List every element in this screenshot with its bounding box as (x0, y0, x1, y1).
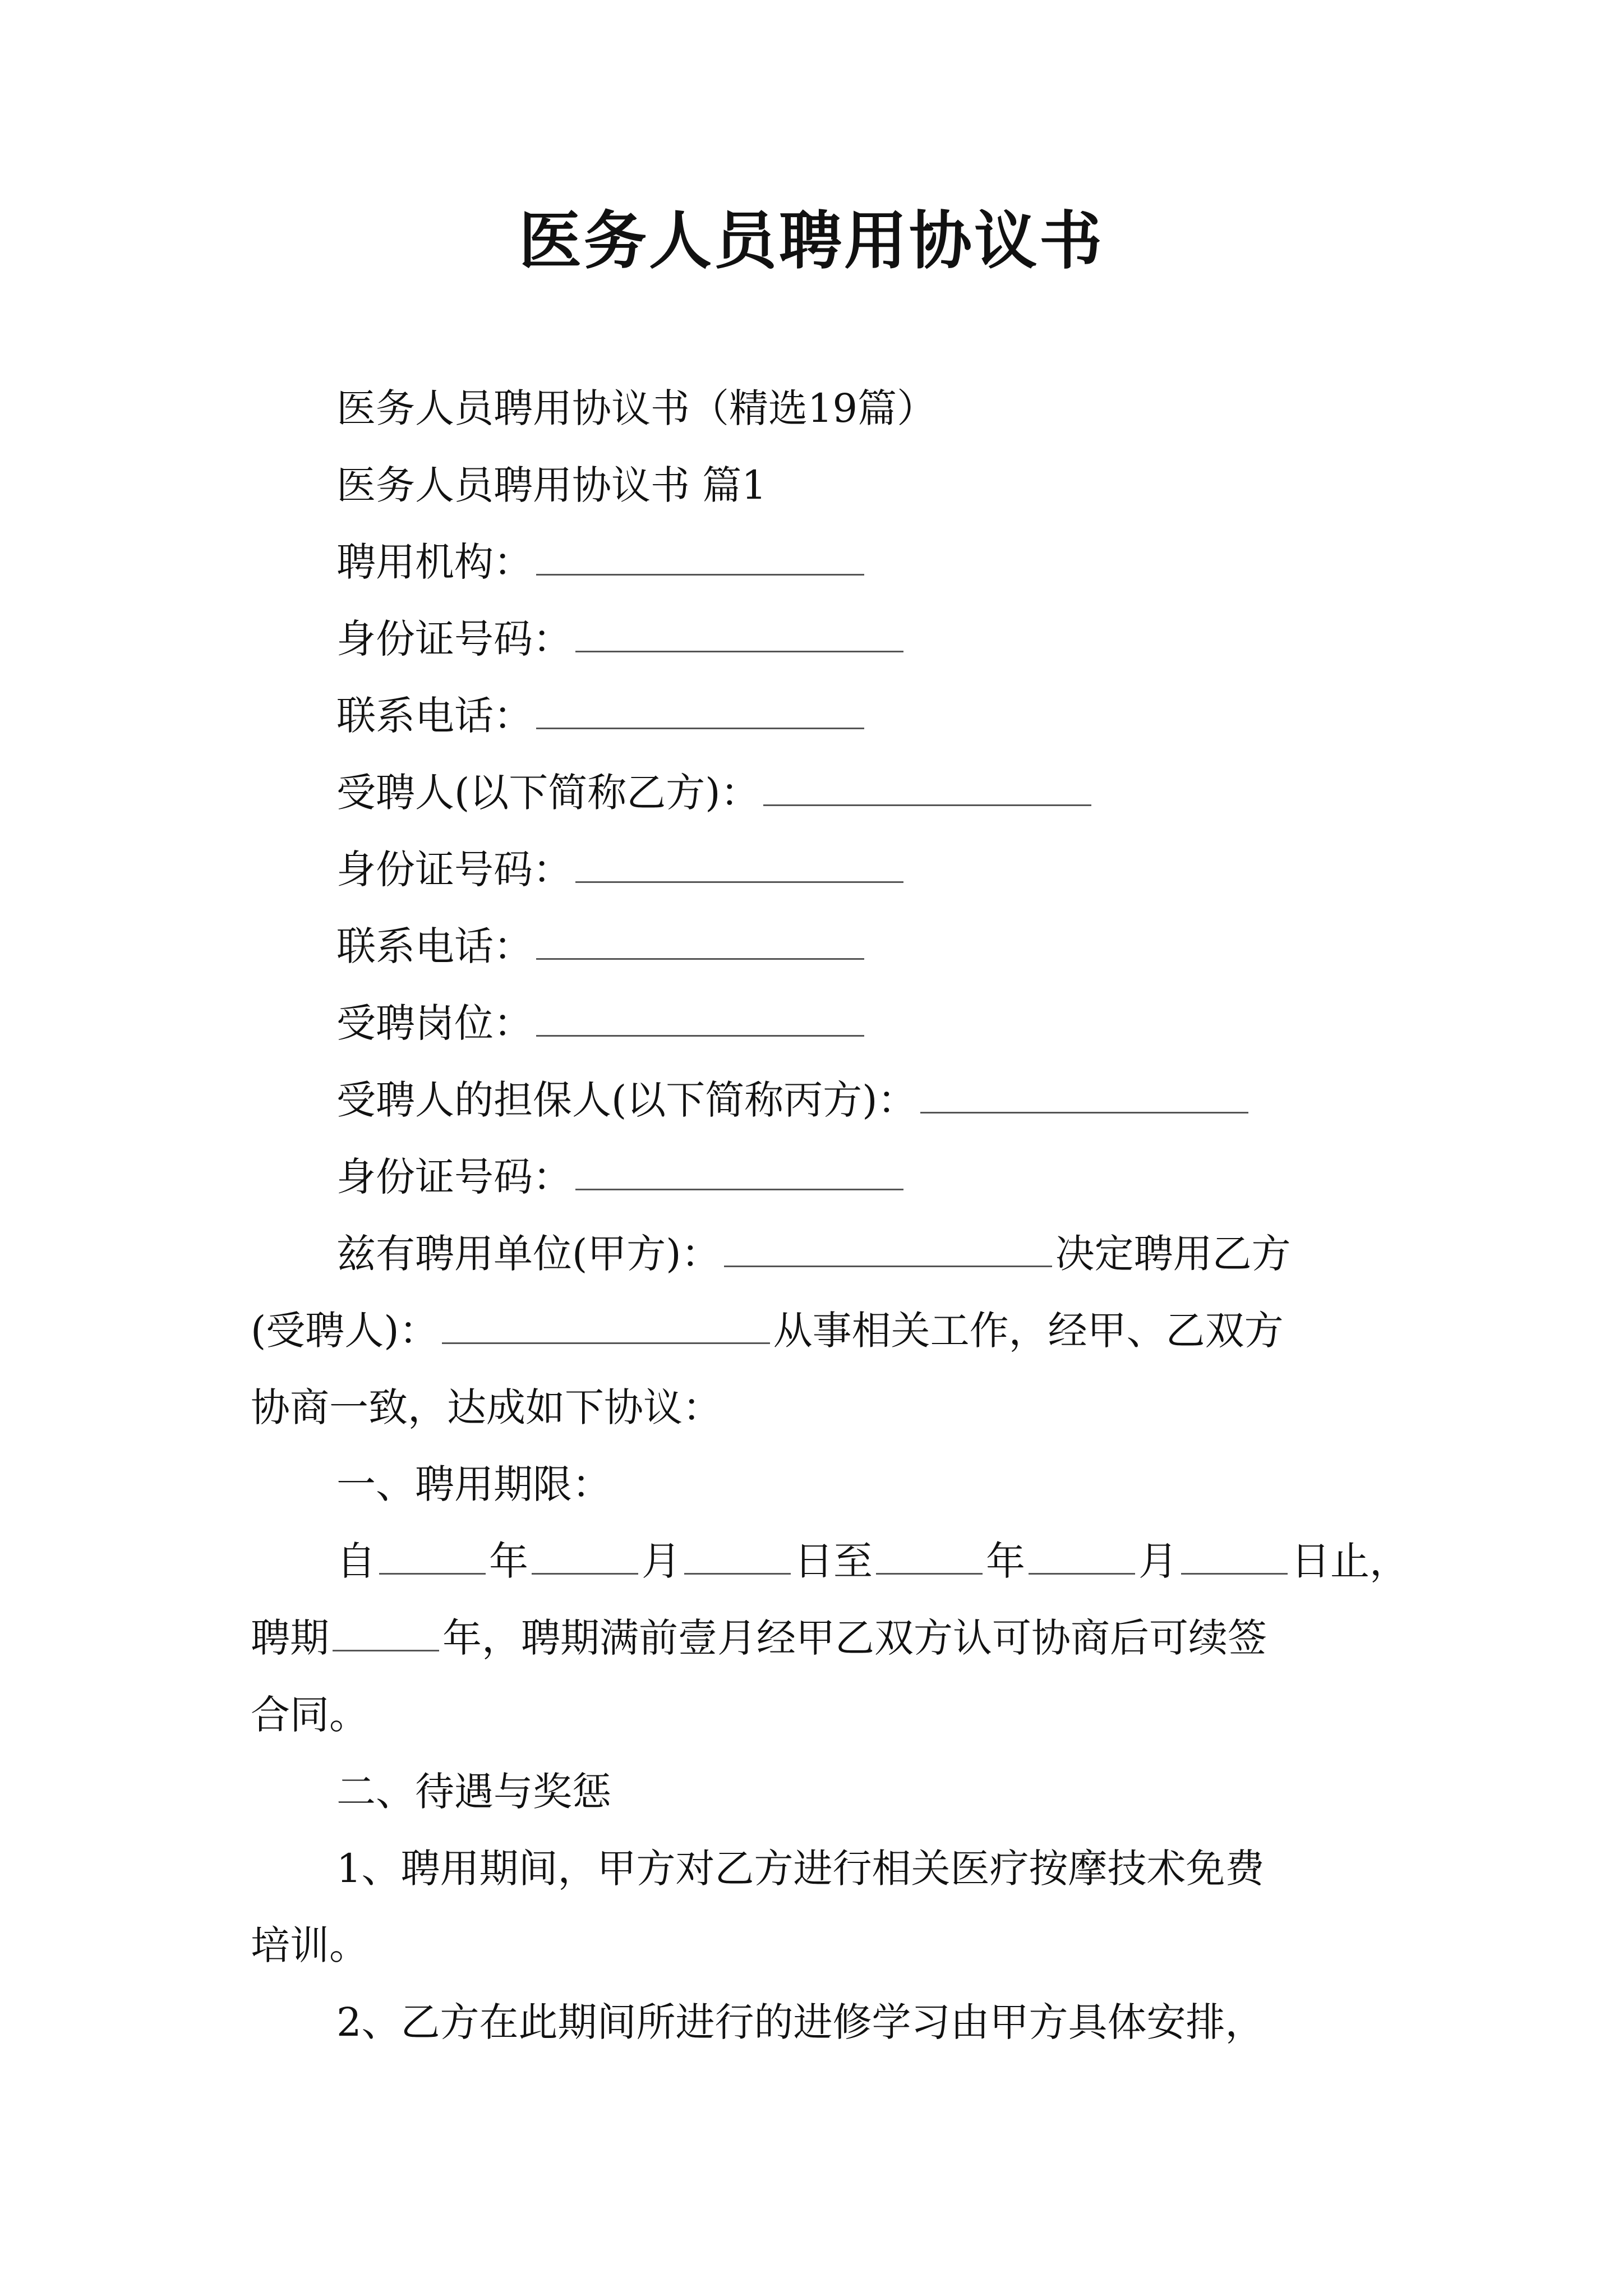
blank-line[interactable] (536, 541, 864, 576)
clause-text: 聘期 (251, 1615, 329, 1661)
clause2-item-2-line-1: 2、乙方在此期间所进行的进修学习由甲方具体安排， (336, 1999, 1265, 2045)
clause2-item-1-line-2: 培训。 (251, 1922, 368, 1968)
clause-text: 年 (986, 1538, 1025, 1584)
blank-line[interactable] (575, 849, 903, 883)
clause-text: 自 (336, 1538, 376, 1584)
blank-line[interactable] (379, 1540, 486, 1575)
field-label: 受聘人的担保人(以下简称丙方)： (336, 1077, 917, 1123)
intro-text: (受聘人)： (251, 1308, 439, 1354)
field-label: 聘用机构： (336, 539, 533, 585)
blank-line[interactable] (920, 1079, 1248, 1114)
clause1-line-1 (251, 1523, 1409, 1600)
clause-text: 月 (1138, 1538, 1178, 1584)
field-row (251, 985, 1372, 1062)
field-label: 联系电话： (336, 693, 533, 739)
intro-text: 兹有聘用单位(甲方)： (336, 1231, 721, 1277)
clause1-heading: 一、聘用期限： (336, 1461, 611, 1507)
field-label: 身份证号码： (336, 846, 572, 892)
subtitle: 医务人员聘用协议书（精选19篇） (336, 385, 937, 431)
clause-text: 年，聘期满前壹月经甲乙双方认可协商后可续签 (442, 1615, 1267, 1661)
field-row (251, 754, 1372, 831)
field-row (251, 1062, 1372, 1139)
clause-text: 日至 (794, 1538, 873, 1584)
blank-line[interactable] (684, 1540, 791, 1575)
clause-text: 年 (489, 1538, 528, 1584)
clause2-item-1-line-1: 1、聘用期间，甲方对乙方进行相关医疗按摩技术免费 (336, 1846, 1265, 1892)
intro-line-3: 协商一致，达成如下协议： (251, 1384, 722, 1430)
intro-text: 决定聘用乙方 (1055, 1231, 1291, 1277)
field-label: 受聘人(以下简称乙方)： (336, 770, 760, 816)
field-row (251, 678, 1372, 754)
clause1-line-3: 合同。 (251, 1692, 368, 1738)
blank-line[interactable] (724, 1233, 1052, 1267)
blank-line[interactable] (1181, 1540, 1288, 1575)
blank-line[interactable] (532, 1540, 638, 1575)
field-label: 身份证号码： (336, 1154, 572, 1200)
field-row (251, 1139, 1372, 1216)
clause-text: 日止， (1291, 1538, 1409, 1584)
field-row (251, 908, 1372, 985)
blank-line[interactable] (536, 926, 864, 960)
field-label: 联系电话： (336, 923, 533, 969)
field-row (251, 831, 1372, 908)
blank-line[interactable] (575, 618, 903, 652)
intro-line-2 (251, 1292, 1372, 1369)
field-label: 身份证号码： (336, 616, 572, 662)
blank-line[interactable] (333, 1617, 439, 1651)
document-body (251, 370, 1409, 2061)
blank-line[interactable] (876, 1540, 983, 1575)
field-row (251, 524, 1372, 601)
blank-line[interactable] (763, 772, 1091, 806)
clause-text: 月 (642, 1538, 681, 1584)
blank-line[interactable] (575, 1156, 903, 1190)
blank-line[interactable] (442, 1310, 770, 1344)
blank-line[interactable] (1029, 1540, 1135, 1575)
blank-line[interactable] (536, 1002, 864, 1037)
document-title: 医务人员聘用协议书 (519, 204, 1104, 278)
section-heading: 医务人员聘用协议书 篇1 (336, 462, 767, 508)
field-row (251, 601, 1372, 678)
clause1-line-2 (251, 1600, 1372, 1677)
clause2-heading: 二、待遇与奖惩 (336, 1769, 611, 1815)
field-label: 受聘岗位： (336, 1000, 533, 1046)
blank-line[interactable] (536, 695, 864, 729)
intro-line-1 (251, 1216, 1372, 1292)
intro-text: 从事相关工作，经甲、乙双方 (773, 1308, 1284, 1354)
